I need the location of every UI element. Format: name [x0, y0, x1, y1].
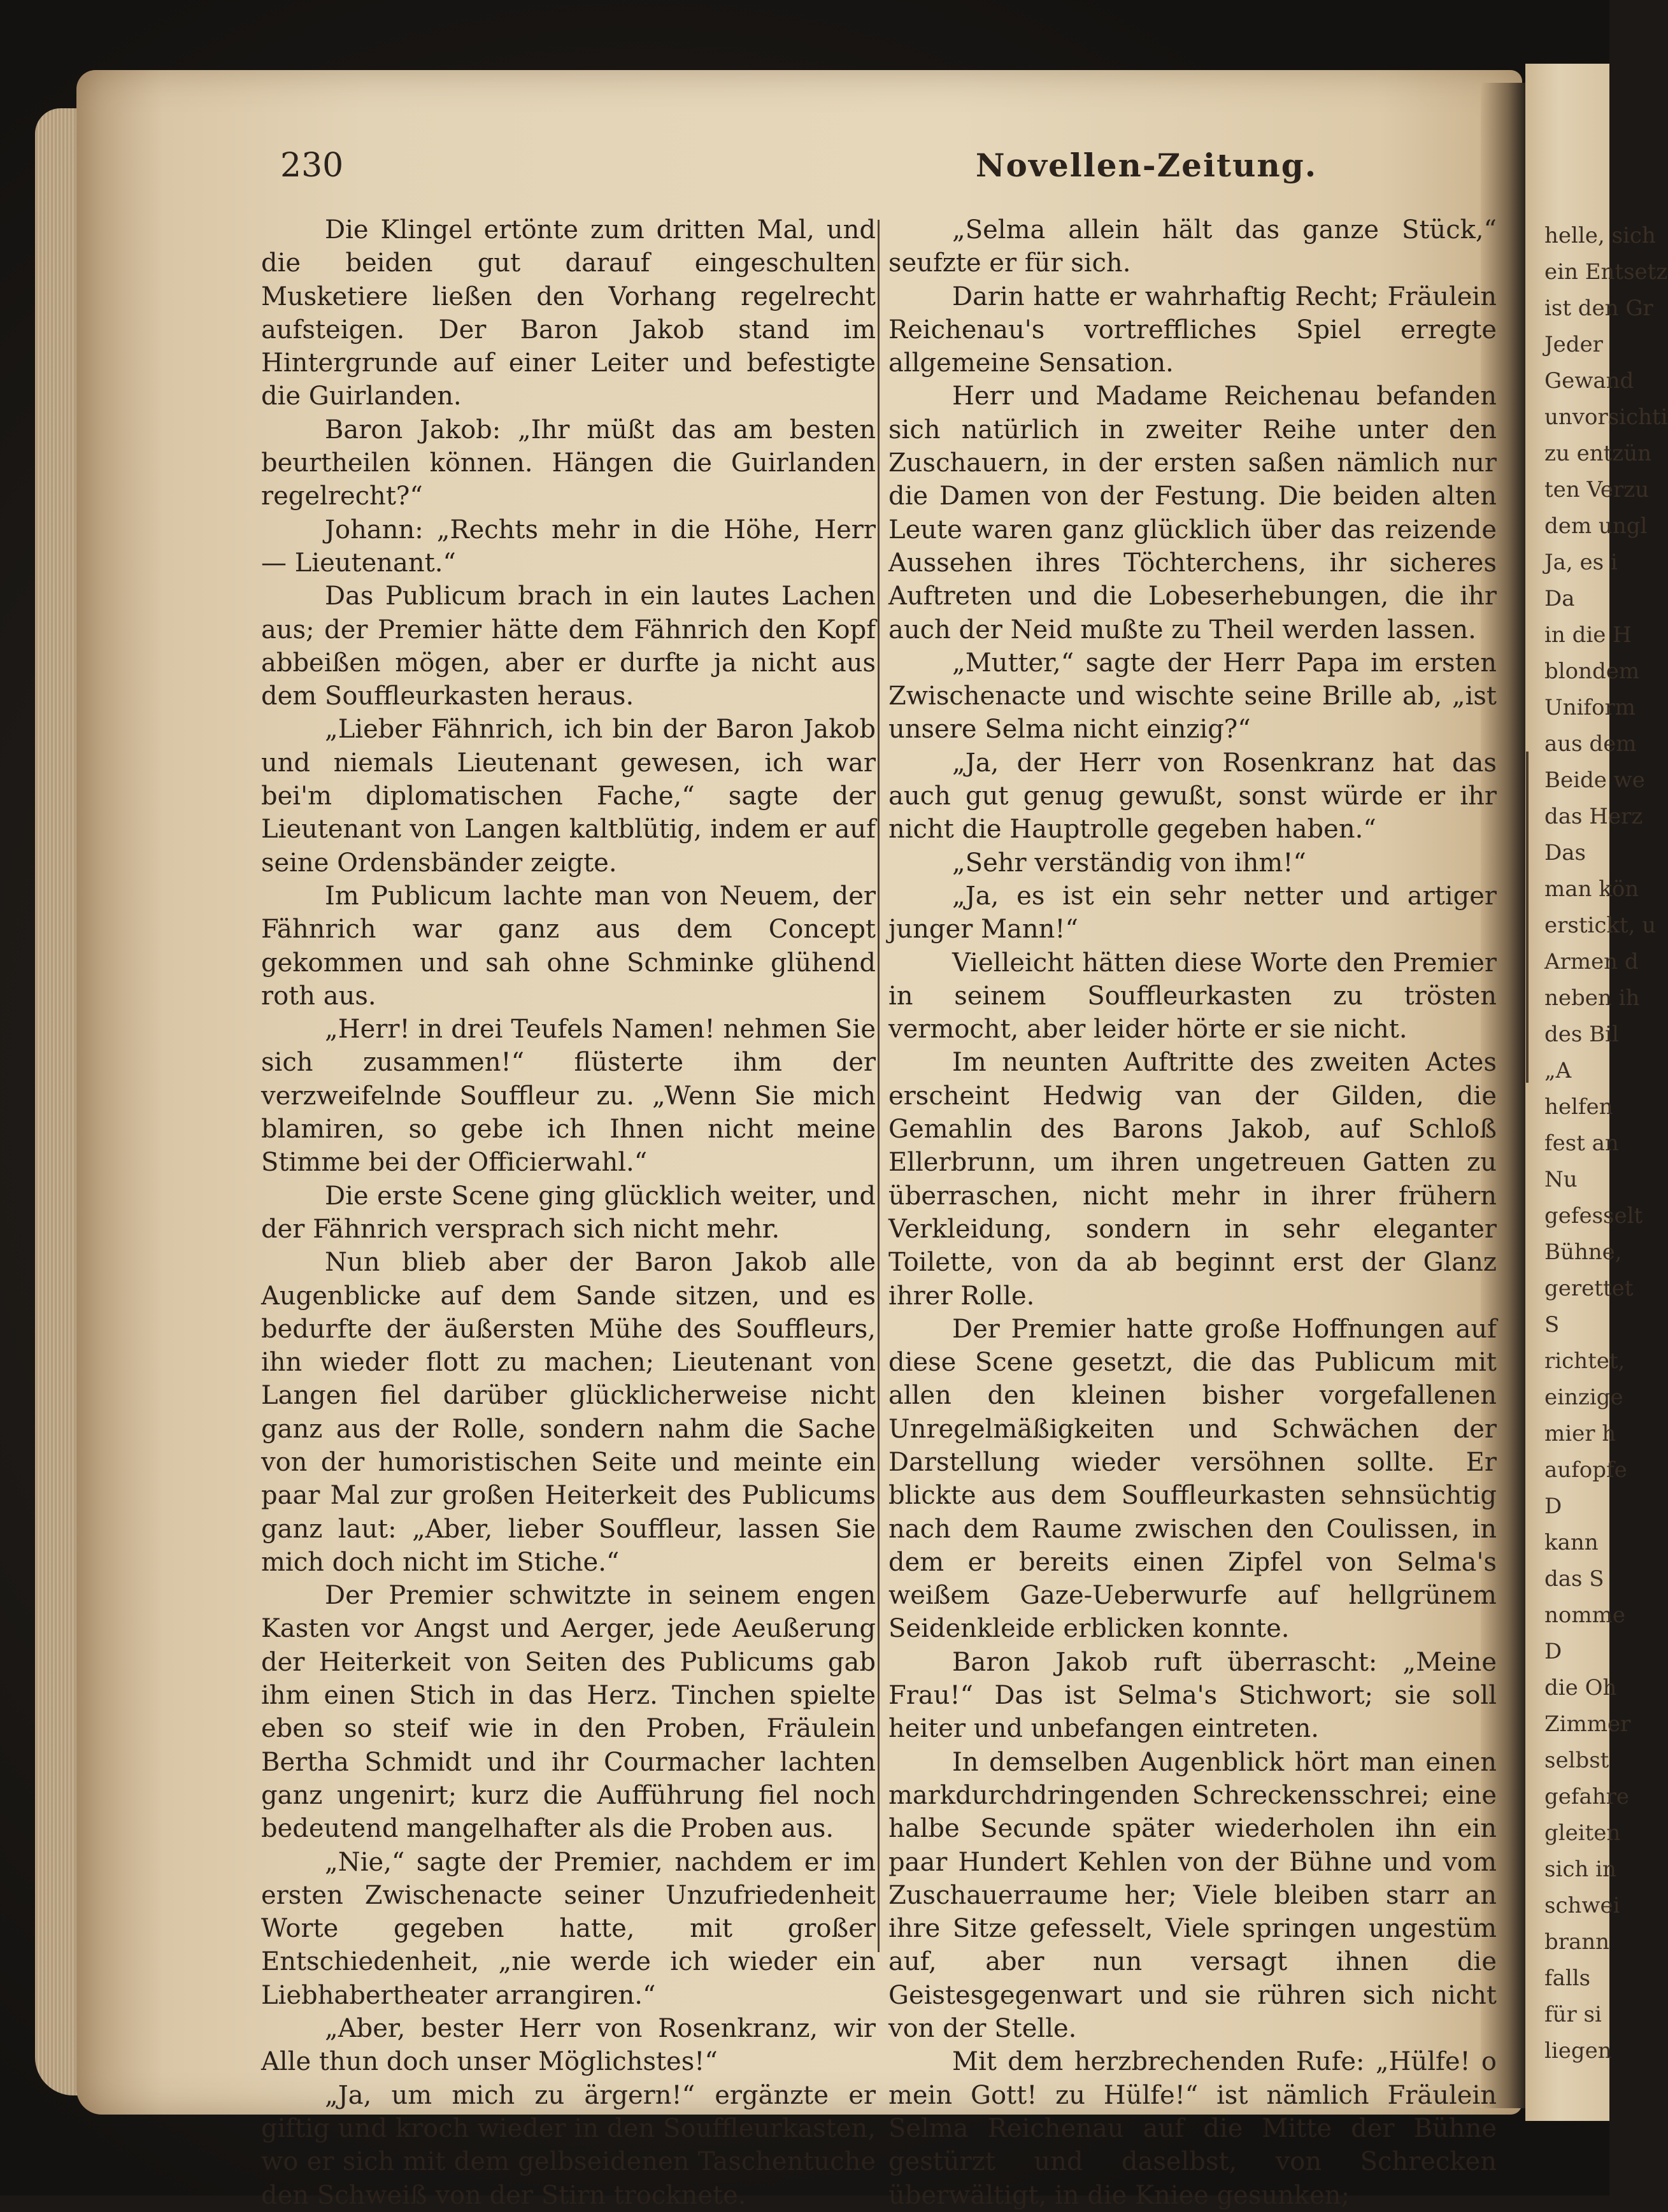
paragraph: „Aber, bester Herr von Rosenkranz, wir Alle thun doch unser Möglichstes!“	[261, 2014, 876, 2077]
facing-page-text-fragment: ein Entsetz	[1544, 259, 1668, 285]
paragraph: Johann: „Rechts mehr in die Höhe, Herr — Lieutenant.“	[261, 515, 876, 578]
facing-page-text-fragment: neben ih	[1544, 985, 1640, 1011]
page-number: 230	[280, 146, 344, 185]
paragraph: Im Publicum lachte man von Neuem, der Fähnrich war ganz aus dem Concept gekommen und sah ohne Schminke glühend roth aus.	[261, 881, 876, 1011]
left-text-column	[261, 213, 876, 2212]
facing-page-text-fragment: gleiten	[1544, 1820, 1621, 1846]
facing-page-text-fragment: Nu	[1544, 1167, 1578, 1192]
facing-page-text-fragment: ist den Gr	[1544, 296, 1653, 321]
facing-page-text-fragment: in die H	[1544, 622, 1632, 648]
facing-page-text-fragment: Gewand	[1544, 368, 1634, 394]
facing-page-text-fragment: falls	[1544, 1966, 1591, 1991]
facing-page-text-fragment: gefesselt	[1544, 1203, 1643, 1229]
facing-page-text-fragment: liegen	[1544, 2038, 1612, 2064]
facing-page-text-fragment: des Bil	[1544, 1022, 1619, 1047]
facing-page-text-fragment: Uniform	[1544, 695, 1636, 720]
facing-page-text-fragment: Beide we	[1544, 767, 1645, 793]
facing-page-text-fragment: brann	[1544, 1929, 1610, 1955]
facing-page-text-fragment: blondem	[1544, 659, 1640, 684]
paragraph: Mit dem herzbrechenden Rufe: „Hülfe! o mein Gott! zu Hülfe!“ ist nämlich Fräulein Selma Reichenau auf die Mitte der Bühne gestürzt und daselbst, von Schrecken überwältigt, in die Kniee gesunken;	[888, 2047, 1497, 2210]
facing-page-text-fragment: unvorsichti	[1544, 404, 1668, 430]
facing-page-text-fragment: schwei	[1544, 1893, 1620, 1918]
facing-page-text-fragment: Ja, es i	[1544, 550, 1618, 575]
paragraph: Die Klingel ertönte zum dritten Mal, und die beiden gut darauf eingeschulten Musketiere ließen den Vorhang regelrecht aufsteigen. Der Baron Jakob stand im Hintergrunde auf einer Leiter und befestigte die Guirlanden.	[261, 215, 876, 411]
paragraph: Der Premier schwitzte in seinem engen Kasten vor Angst und Aerger, jede Aeußerung der Heiterkeit von Seiten des Publicums gab ihm einen Stich in das Herz. Tinchen spielte eben so steif wie in den Proben, Fräulein Bertha Schmidt und ihr Courmacher lachten ganz ungenirt; kurz die Aufführung fiel noch bedeutend mangelhafter als die Proben aus.	[261, 1581, 876, 1844]
paragraph: „Lieber Fähnrich, ich bin der Baron Jakob und niemals Lieutenant gewesen, ich war bei'm diplomatischen Fache,“ sagte der Lieutenant von Langen kaltblütig, indem er auf seine Ordensbänder zeigte.	[261, 715, 876, 878]
facing-page-text-fragment: helle, sich	[1544, 223, 1656, 248]
paragraph: Der Premier hatte große Hoffnungen auf diese Scene gesetzt, die das Publicum mit allen den kleinen bisher vorgefallenen Unregelmäßigkeiten und Schwächen der Darstellung wieder versöhnen sollte. Er blickte aus dem Souffleurkasten sehnsüchtig nach dem Raume zwischen den Coulissen, in dem er bereits einen Zipfel von Selma's weißem Gaze-Ueberwurfe auf hellgrünem Seidenkleide erblicken konnte.	[888, 1314, 1497, 1644]
facing-page-text-fragment: richtet,	[1544, 1348, 1625, 1374]
facing-page-text-fragment: D	[1544, 1639, 1562, 1664]
paragraph: „Herr! in drei Teufels Namen! nehmen Sie sich zusammen!“ flüsterte ihm der verzweifelnde Souffleur zu. „Wenn Sie mich blamiren, so gebe ich Ihnen nicht meine Stimme bei der Officierwahl.“	[261, 1015, 876, 1178]
facing-page-text-fragment: „A	[1544, 1058, 1572, 1083]
paragraph: „Ja, der Herr von Rosenkranz hat das auch gut genug gewußt, sonst würde er ihr nicht die Hauptrolle gegeben haben.“	[888, 748, 1497, 845]
facing-page-text-fragment: man kön	[1544, 876, 1639, 902]
paragraph: „Ja, es ist ein sehr netter und artiger junger Mann!“	[888, 881, 1497, 945]
facing-page-text-fragment: die Oh	[1544, 1675, 1617, 1701]
facing-page-text-fragment: helfen	[1544, 1094, 1613, 1120]
facing-page-text-fragment: dem ungl	[1544, 513, 1648, 539]
facing-page-text-fragment: S	[1544, 1312, 1560, 1338]
facing-page-text-fragment: Armen d	[1544, 949, 1639, 974]
facing-page-text-fragment: das Herz	[1544, 804, 1643, 829]
facing-page-text-fragment: nomme	[1544, 1602, 1625, 1628]
facing-page-text-fragment: das S	[1544, 1566, 1604, 1592]
paragraph: „Selma allein hält das ganze Stück,“ seufzte er für sich.	[888, 215, 1497, 278]
paragraph: Baron Jakob: „Ihr müßt das am besten beurtheilen können. Hängen die Guirlanden regelrecht?“	[261, 415, 876, 511]
page-header	[280, 146, 1497, 197]
facing-page-text-fragment: gerettet	[1544, 1276, 1634, 1301]
paragraph: Die erste Scene ging glücklich weiter, und der Fähnrich versprach sich nicht mehr.	[261, 1181, 876, 1244]
facing-page-text-fragment: Da	[1544, 586, 1575, 611]
paragraph: „Sehr verständig von ihm!“	[952, 848, 1306, 878]
facing-page-text-fragment: kann	[1544, 1530, 1599, 1555]
paragraph: „Nie,“ sagte der Premier, nachdem er im ersten Zwischenacte seiner Unzufriedenheit Worte gegeben hatte, mit großer Entschiedenheit, „nie werde ich wieder ein Liebhabertheater arrangiren.“	[261, 1847, 876, 2010]
facing-page-text-fragment: sich in	[1544, 1857, 1616, 1882]
paragraph: Das Publicum brach in ein lautes Lachen aus; der Premier hätte dem Fähnrich den Kopf abbeißen mögen, aber er durfte ja nicht aus dem Souffleurkasten heraus.	[261, 582, 876, 711]
facing-page-rule	[1526, 752, 1529, 1083]
paragraph: „Mutter,“ sagte der Herr Papa im ersten Zwischenacte und wischte seine Brille ab, „ist unsere Selma nicht einzig?“	[888, 648, 1497, 745]
facing-page-text-fragment: Das	[1544, 840, 1586, 866]
facing-page-text-fragment: Bühne,	[1544, 1239, 1622, 1265]
facing-page-text-fragment: Jeder	[1544, 332, 1603, 357]
facing-page-text-fragment: zu entzün	[1544, 441, 1652, 466]
facing-page-text-fragment: aus dem	[1544, 731, 1637, 757]
right-text-column	[888, 213, 1497, 2212]
running-title: Novellen-Zeitung.	[975, 146, 1318, 184]
facing-page-fragment	[1525, 64, 1668, 2121]
facing-page-text-fragment: aufopfe	[1544, 1457, 1627, 1483]
facing-page-text-fragment: für si	[1544, 2002, 1602, 2027]
facing-page-text-fragment: mier h	[1544, 1421, 1616, 1446]
facing-page-text-fragment: Zimmer	[1544, 1711, 1631, 1737]
facing-page-text-fragment: einzige	[1544, 1385, 1623, 1410]
column-divider	[878, 220, 880, 1952]
facing-page-text-fragment: selbst	[1544, 1748, 1609, 1773]
facing-page-text-fragment: gefahre	[1544, 1784, 1630, 1809]
paragraph: Darin hatte er wahrhaftig Recht; Fräulein Reichenau's vortreffliches Spiel erregte allgemeine Sensation.	[888, 282, 1497, 378]
facing-page-text-fragment: D	[1544, 1494, 1562, 1519]
paragraph: Herr und Madame Reichenau befanden sich natürlich in zweiter Reihe unter den Zuschauern, in der ersten saßen nämlich nur die Damen von der Festung. Die beiden alten Leute waren ganz glücklich über das reizende Aussehen ihres Töchterchens, ihr sicheres Auftreten und die Lobeserhebungen, die ihr auch der Neid mußte zu Theil werden lassen.	[888, 382, 1497, 645]
facing-page-text-fragment: ten Verzu	[1544, 477, 1650, 503]
paragraph: In demselben Augenblick hört man einen markdurchdringenden Schreckensschrei; eine halbe Secunde später wiederholen ihn ein paar Hundert Kehlen von der Bühne und vom Zuschauerraume her; Viele bleiben starr an ihre Sitze gefesselt, Viele springen ungestüm auf, aber nun versagt ihnen die Geistesgegenwart und sie rühren sich nicht von der Stelle.	[888, 1747, 1497, 2044]
facing-page-text-fragment: fest an	[1544, 1131, 1619, 1156]
facing-page-text-fragment: erstickt, u	[1544, 913, 1657, 938]
paragraph: Im neunten Auftritte des zweiten Actes erscheint Hedwig van der Gilden, die Gemahlin des Barons Jakob, auf Schloß Ellerbrunn, um ihren ungetreuen Gatten zu überraschen, nicht mehr in ihrer frühern Verkleidung, sondern in sehr eleganter Toilette, von da ab beginnt erst der Glanz ihrer Rolle.	[888, 1048, 1497, 1311]
paragraph: Baron Jakob ruft überrascht: „Meine Frau!“ Das ist Selma's Stichwort; sie soll heiter und unbefangen eintreten.	[888, 1647, 1497, 1744]
paragraph: „Ja, um mich zu ärgern!“ ergänzte er giftig und kroch wieder in den Souffleurkasten, wo er sich mit dem gelbseidenen Taschentuche den Schweiß von der Stirn trocknete.	[261, 2080, 876, 2210]
paragraph: Vielleicht hätten diese Worte den Premier in seinem Souffleurkasten zu trösten vermocht, aber leider hörte er sie nicht.	[888, 948, 1497, 1045]
paragraph: Nun blieb aber der Baron Jakob alle Augenblicke auf dem Sande sitzen, und es bedurfte der äußersten Mühe des Souffleurs, ihn wieder flott zu machen; Lieutenant von Langen fiel darüber glücklicherweise nicht ganz aus der Rolle, sondern nahm die Sache von der humoristischen Seite und meinte ein paar Mal zur großen Heiterkeit des Publicums ganz laut: „Aber, lieber Souffleur, lassen Sie mich doch nicht im Stiche.“	[261, 1248, 876, 1577]
